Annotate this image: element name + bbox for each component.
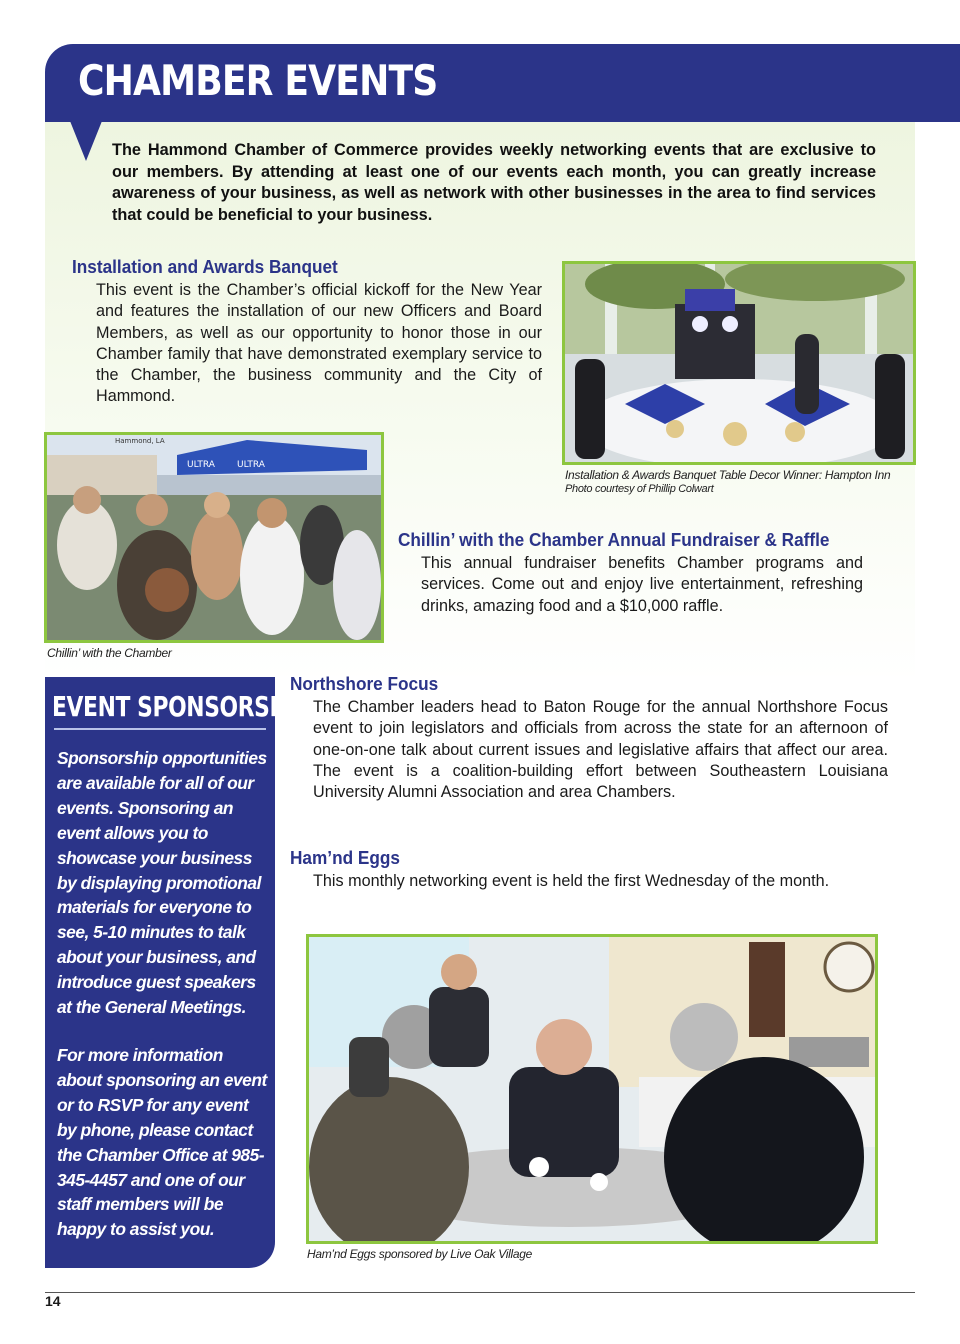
hamnd-photo-image — [309, 937, 875, 1241]
chillin-heading: Chillin’ with the Chamber Annual Fundraiser & Raffle — [398, 529, 830, 550]
intro-paragraph: The Hammond Chamber of Commerce provides weekly networking events that are exclusive to our members. By attending at least one of our events each month, you can greatly increase awareness of your business, as well as network with other businesses in the area to find services that could be beneficial to your business. — [112, 141, 876, 224]
northshore-heading: Northshore Focus — [290, 673, 439, 694]
footer-rule — [45, 1292, 915, 1293]
banquet-text: This event is the Chamber’s official kickoff for the New Year and features the installation of our new Officers and Board Members, as well as our opportunity to honor those in our Chamber family that have demonstrated exemplary service to the Chamber, the business community and the City of Hammond. — [96, 281, 542, 406]
hamnd-text: This monthly networking event is held the first Wednesday of the month. — [313, 872, 830, 890]
page-title: CHAMBER EVENTS — [78, 56, 438, 105]
hamnd-caption: Ham’nd Eggs sponsored by Live Oak Village — [307, 1247, 532, 1261]
page-number: 14 — [45, 1293, 61, 1309]
chillin-text: This annual fundraiser benefits Chamber programs and services. Come out and enjoy live entertainment, refreshing drinks, amazing food and a $10,000 raffle. — [421, 554, 863, 615]
chillin-photo-image — [47, 435, 381, 640]
building-sign: Hammond, LA — [115, 437, 165, 445]
banquet-heading: Installation and Awards Banquet — [72, 256, 338, 277]
banner-pointer — [70, 121, 102, 161]
banquet-photo-image — [565, 264, 913, 462]
banquet-photo — [562, 261, 916, 465]
chillin-photo — [44, 432, 384, 643]
sponsorship-contact-text: For more information about sponsoring an event or to RSVP for any event by phone, please contact the Chamber Office at 985-345-4457 and one of our staff members will be happy to assist you. — [57, 1045, 267, 1240]
sponsorship-text: Sponsorship opportunities are available for all of our events. Sponsoring an event allows you to showcase your business by displaying promotional materials for everyone to see, 5-10 minutes to talk about your business, and introduce guest speakers at the General Meetings. — [57, 748, 267, 1018]
tent-sign: ULTRA — [187, 460, 215, 470]
northshore-text: The Chamber leaders head to Baton Rouge for the annual Northshore Focus event to join legislators and officials from across the state for an afternoon of one-on-one talk about current issues and legislative affairs that affect our area. The event is a coalition-building effort between Southeastern Louisiana University Alumni Association and area Chambers. — [313, 698, 888, 802]
sponsorship-divider — [54, 728, 266, 730]
chillin-caption: Chillin’ with the Chamber — [47, 646, 172, 660]
tent-sign-2: ULTRA — [237, 460, 265, 470]
hamnd-photo — [306, 934, 878, 1244]
hamnd-heading: Ham’nd Eggs — [290, 847, 400, 868]
banquet-photo-credit: Photo courtesy of Phillip Colwart — [565, 483, 714, 495]
sponsorship-title: EVENT SPONSORSHIP — [52, 690, 311, 723]
banquet-caption: Installation & Awards Banquet Table Decor Winner: Hampton Inn — [565, 468, 891, 482]
